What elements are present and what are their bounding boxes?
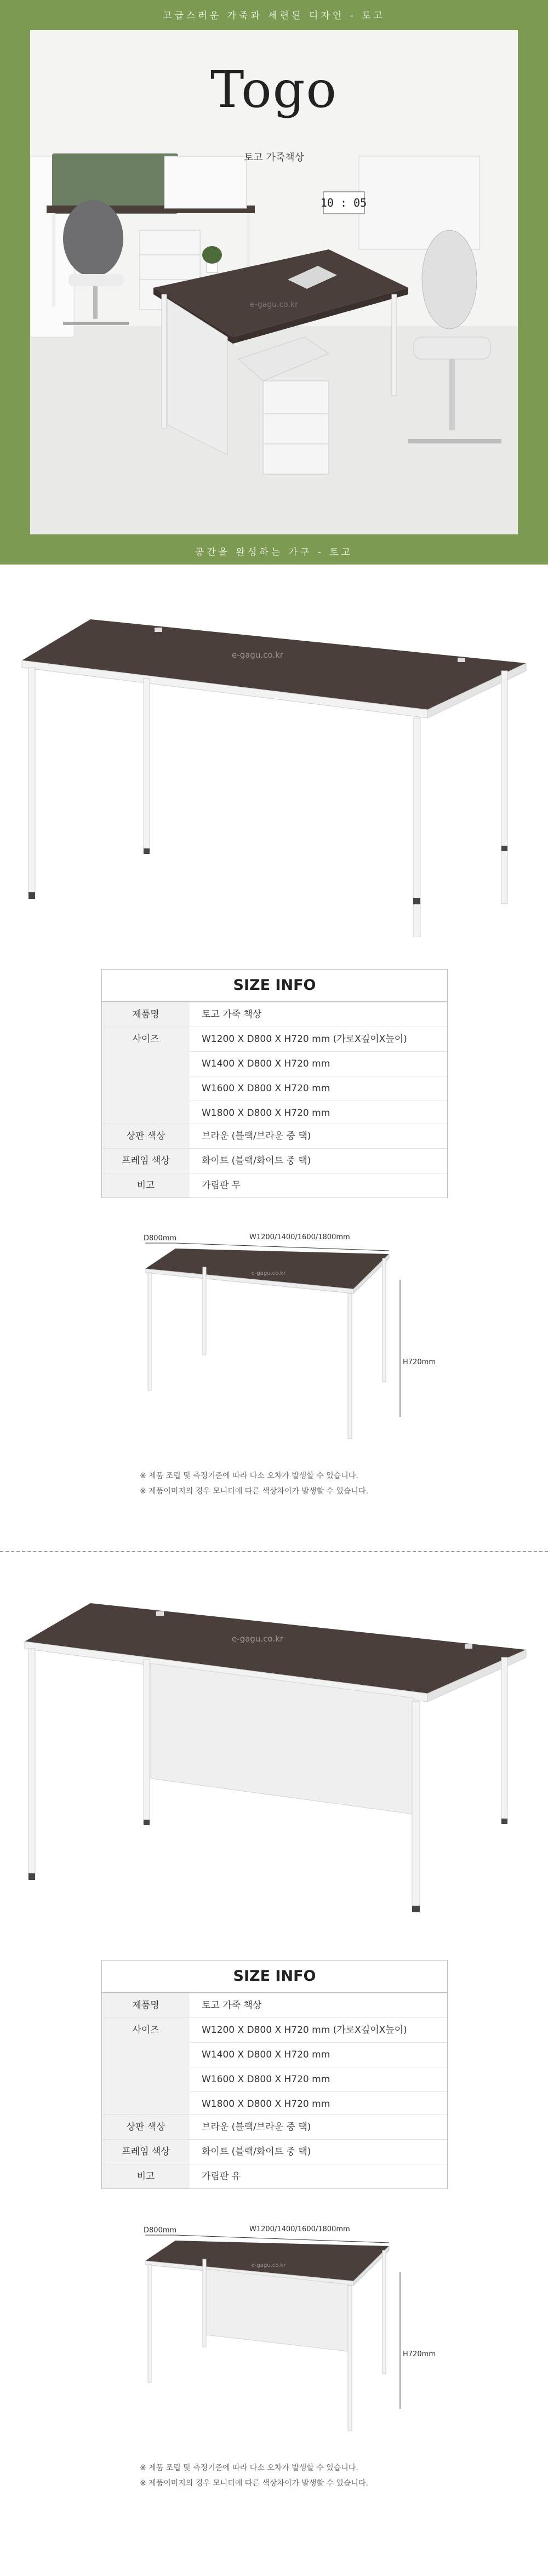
- note-1: ※ 제품 조립 및 측정기준에 따라 다소 오차가 발생할 수 있습니다.: [140, 2464, 358, 2472]
- row-value: 화이트 (블랙/화이트 중 택): [202, 2146, 311, 2157]
- table-row: [102, 1002, 447, 1027]
- row-label: 상판 색상: [102, 2115, 190, 2139]
- row-label: 제품명: [102, 1002, 190, 1027]
- size-info-title: SIZE INFO: [102, 1961, 447, 1993]
- hero-top-tagline: 고급스러운 가죽과 세련된 디자인 - 토고: [163, 10, 385, 21]
- width-label: W1200/1400/1600/1800mm: [249, 2225, 350, 2233]
- size-values: [190, 2018, 447, 2115]
- row-value: 토고 가죽 책상: [202, 1009, 262, 1020]
- table-row: [102, 2139, 447, 2164]
- row-label: 사이즈: [102, 1027, 190, 1124]
- row-value: W1600 X D800 X H720 mm: [190, 2067, 447, 2091]
- watermark: e-gagu.co.kr: [250, 300, 298, 309]
- brand-title: Togo: [210, 60, 338, 119]
- height-label: H720mm: [403, 2350, 436, 2358]
- hero-banner: [0, 0, 548, 565]
- row-value: W1800 X D800 X H720 mm: [190, 2091, 447, 2116]
- row-value: 브라운 (블랙/브라운 중 택): [202, 1131, 311, 1142]
- row-value: W1600 X D800 X H720 mm: [190, 1076, 447, 1101]
- row-value: W1800 X D800 X H720 mm: [190, 1101, 447, 1125]
- watermark: e-gagu.co.kr: [232, 650, 283, 660]
- row-label: 사이즈: [102, 2018, 190, 2115]
- row-value: 가림판 무: [202, 1180, 241, 1191]
- note-2: ※ 제품이미지의 경우 모니터에 따른 색상차이가 발생할 수 있습니다.: [140, 2479, 368, 2488]
- row-value: W1200 X D800 X H720 mm (가로X깊이X높이): [202, 1034, 407, 1045]
- table-row: [102, 2018, 447, 2115]
- depth-label: D800mm: [144, 2226, 177, 2235]
- hero-bottom-tagline: 공간을 완성하는 가구 - 토고: [195, 547, 353, 558]
- desk-product-image-no-panel: [0, 597, 548, 937]
- size-values: [190, 1027, 447, 1124]
- row-label: 프레임 색상: [102, 1149, 190, 1173]
- table-row: [102, 2115, 447, 2139]
- watermark: e-gagu.co.kr: [232, 1634, 283, 1644]
- width-label: W1200/1400/1600/1800mm: [249, 1233, 350, 1241]
- size-info-title: SIZE INFO: [102, 970, 447, 1002]
- note-2: ※ 제품이미지의 경우 모니터에 따른 색상차이가 발생할 수 있습니다.: [140, 1487, 368, 1496]
- row-label: 상판 색상: [102, 1124, 190, 1148]
- row-label: 프레임 색상: [102, 2140, 190, 2164]
- dimension-diagram-2: [126, 2220, 422, 2439]
- hero-photo: [30, 30, 518, 534]
- table-row: [102, 1993, 447, 2018]
- desk-product-image-with-panel: [0, 1589, 548, 1929]
- table-row: [102, 1124, 447, 1148]
- section-divider: [0, 1551, 548, 1552]
- brand-subtitle: 토고 가죽책상: [243, 152, 305, 163]
- row-value: 가림판 유: [202, 2171, 241, 2182]
- row-value: W1400 X D800 X H720 mm: [190, 2042, 447, 2067]
- row-value: 화이트 (블랙/화이트 중 택): [202, 1155, 311, 1166]
- dimension-diagram-1: [126, 1228, 422, 1447]
- row-value: W1400 X D800 X H720 mm: [190, 1051, 447, 1076]
- row-label: 비고: [102, 2164, 190, 2189]
- table-row: [102, 1148, 447, 1173]
- table-row: [102, 1027, 447, 1124]
- size-info-table-1: [101, 969, 448, 1198]
- table-row: [102, 2164, 447, 2189]
- height-label: H720mm: [403, 1358, 436, 1366]
- watermark: e-gagu.co.kr: [251, 1270, 286, 1276]
- note-1: ※ 제품 조립 및 측정기준에 따라 다소 오차가 발생할 수 있습니다.: [140, 1472, 358, 1480]
- watermark: e-gagu.co.kr: [251, 2262, 286, 2269]
- size-info-table-2: [101, 1960, 448, 2189]
- row-label: 비고: [102, 1173, 190, 1198]
- clock-text: 10 : 05: [320, 196, 367, 209]
- depth-label: D800mm: [144, 1234, 177, 1243]
- row-label: 제품명: [102, 1993, 190, 2018]
- table-row: [102, 1173, 447, 1198]
- row-value: 브라운 (블랙/브라운 중 택): [202, 2122, 311, 2133]
- row-value: W1200 X D800 X H720 mm (가로X깊이X높이): [202, 2025, 407, 2036]
- row-value: 토고 가죽 책상: [202, 2000, 262, 2011]
